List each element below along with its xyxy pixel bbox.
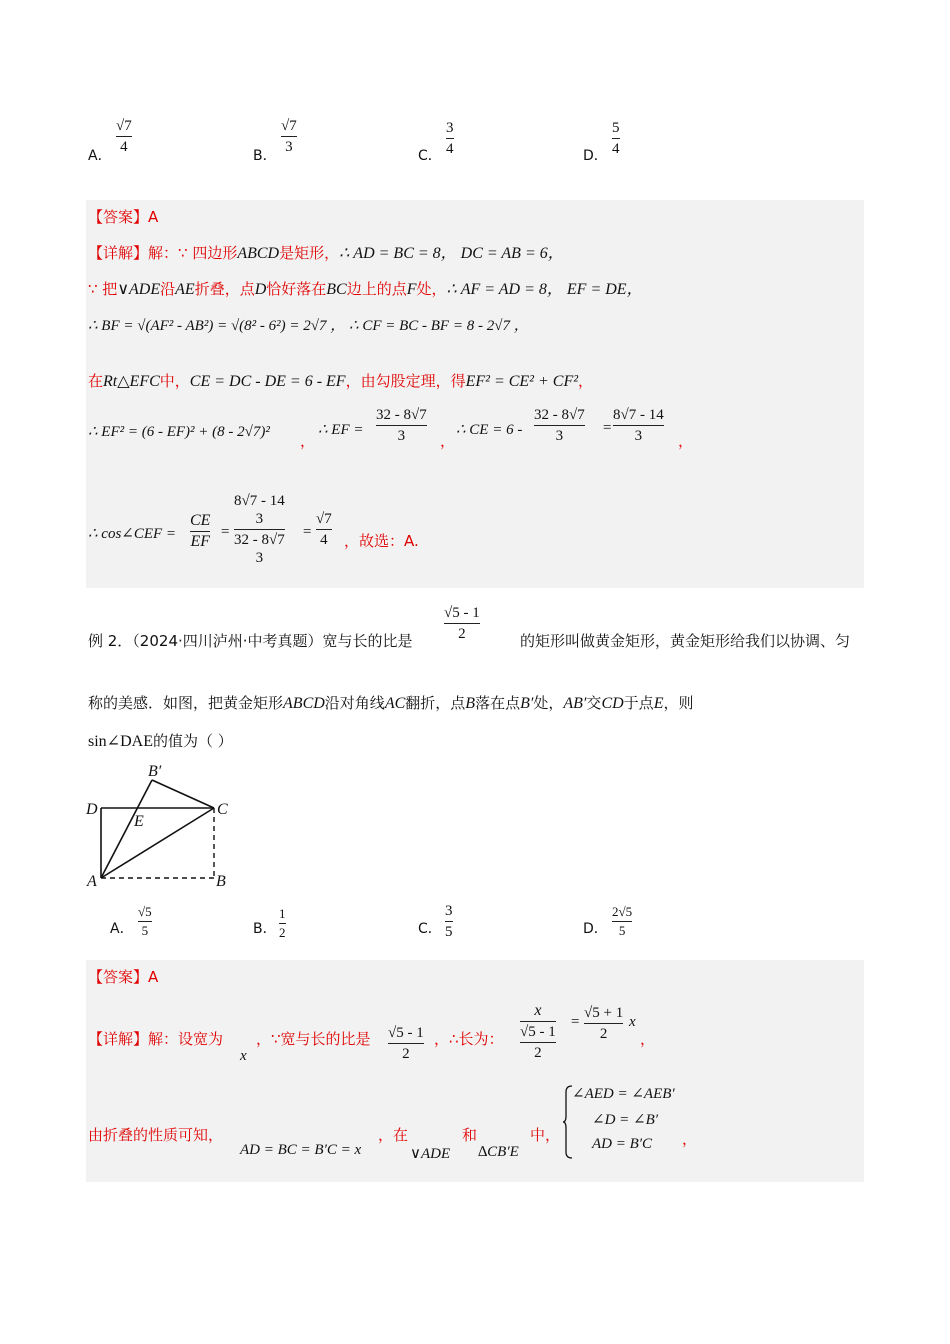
numerator: 8√7 - 14 xyxy=(613,407,664,423)
text: 在 xyxy=(88,372,104,390)
equals: = xyxy=(302,524,313,540)
q2-length-x: x xyxy=(629,1014,636,1030)
inner-denominator: 2 xyxy=(534,1045,542,1061)
text: 落在点 xyxy=(475,694,521,712)
q1-line-2 xyxy=(88,276,643,299)
q2-var-x: x xyxy=(240,1048,247,1064)
denominator: 4 xyxy=(320,532,328,548)
q1-option-b-label: B． xyxy=(253,148,277,164)
q1-answer-tag: 【答案】A xyxy=(88,208,159,226)
denominator: 5 xyxy=(445,924,453,940)
text: ，由勾股定理，得 xyxy=(345,372,466,390)
q1-option-c-label: C． xyxy=(418,148,442,164)
q1-option-a-label: A． xyxy=(88,148,112,164)
math: ∴ AD = BC = 8， DC = AB = 6， xyxy=(339,245,564,262)
denominator: 5 xyxy=(141,923,149,938)
equals: = xyxy=(602,420,613,436)
text: 处， xyxy=(416,280,447,298)
inner-denominator: 3 xyxy=(255,550,264,566)
q2-detail-line-1b: ，∵宽与长的比是 xyxy=(256,1030,371,1048)
detail-tag: 【详解】 xyxy=(88,244,149,262)
text: 解：∵ 四边形 xyxy=(148,244,238,262)
q1-ef-fraction xyxy=(376,406,427,445)
q2-detail-line-2e: 和 xyxy=(462,1126,478,1144)
q1-line-5-ef-squared: ∴ EF² = (6 - EF)² + (8 - 2√7)² xyxy=(88,424,270,440)
edge-b-prime-c xyxy=(152,780,214,808)
denominator: 4 xyxy=(120,139,128,155)
equals: = xyxy=(220,524,231,540)
q1-line-5-ce: ∴ CE = 6 - xyxy=(456,422,523,438)
diagonal-ac xyxy=(101,808,214,878)
numerator: 2√5 xyxy=(612,904,633,919)
denominator: 4 xyxy=(612,141,620,157)
denominator: 4 xyxy=(446,141,454,157)
q2-option-b-fraction xyxy=(279,906,286,941)
inner-numerator: √5 - 1 xyxy=(520,1024,556,1040)
q2-stem-line-2 xyxy=(88,692,693,713)
math: ∴ AF = AD = 8， EF = DE， xyxy=(446,281,643,298)
q2-detail-line-1c: ，∴长为： xyxy=(434,1030,504,1048)
detail-tag: 【详解】 xyxy=(88,1030,149,1048)
denominator: EF xyxy=(190,533,210,550)
q2-stem-line-1a: 例 2．（2024·四川泸州·中考真题）宽与长的比是 xyxy=(88,632,413,650)
label-b-prime: B′ xyxy=(148,763,162,780)
q2-detail-line-1a xyxy=(88,1028,223,1049)
math: D xyxy=(254,281,267,298)
math: EF² = CE² + CF² xyxy=(465,373,579,390)
q2-detail-ratio xyxy=(388,1024,424,1063)
text: 处， xyxy=(533,694,564,712)
numerator: 1 xyxy=(279,906,286,921)
numerator: √7 xyxy=(316,511,332,527)
q2-option-d-label: D． xyxy=(583,921,608,937)
q2-length-compound-fraction xyxy=(520,1002,556,1062)
numerator: √5 xyxy=(138,904,152,919)
q2-figure xyxy=(80,760,240,894)
q2-triangle-cbe: ∆CB′E xyxy=(478,1144,519,1160)
comma: ， xyxy=(300,432,316,450)
q1-option-d-fraction xyxy=(612,119,620,158)
math: CD xyxy=(601,695,624,712)
denominator: 2 xyxy=(458,626,466,642)
q2-detail-line-2b: AD = BC = B′C = x xyxy=(240,1142,362,1158)
label-b: B xyxy=(216,873,226,890)
numerator: √5 - 1 xyxy=(388,1025,424,1041)
equals: = xyxy=(570,1014,581,1030)
math: Rt△EFC xyxy=(103,373,160,390)
numerator: 5 xyxy=(612,120,620,136)
q2-system-eq-2: ∠D = ∠B′ xyxy=(592,1112,659,1128)
q1-line-3: ∴ BF = √(AF² - AB²) = √(8² - 6²) = 2√7 ， ∴ CF = BC - BF = 8 - 2√7 ， xyxy=(88,318,529,334)
text: ，则 xyxy=(663,694,694,712)
q2-length-result xyxy=(584,1004,623,1043)
text: 中， xyxy=(159,372,190,390)
q1-option-b-fraction xyxy=(281,117,297,156)
text: 是矩形， xyxy=(279,244,340,262)
numerator: 3 xyxy=(446,120,454,136)
edge-ab-prime xyxy=(101,780,152,878)
denominator: 3 xyxy=(285,139,293,155)
label-a: A xyxy=(87,873,97,890)
text: 的值为（ ） xyxy=(152,732,233,750)
comma: ， xyxy=(682,1130,698,1148)
q1-option-d-label: D． xyxy=(583,148,608,164)
numerator: 32 - 8√7 xyxy=(534,407,585,423)
text: 边上的点 xyxy=(346,280,407,298)
text: 沿 xyxy=(160,280,176,298)
q2-option-c-label: C． xyxy=(418,921,442,937)
q2-stem-line-3 xyxy=(88,730,233,751)
q2-detail-line-2c: ，在 xyxy=(378,1126,409,1144)
q1-conclusion: ，故选：A. xyxy=(344,532,419,550)
math: sin∠DAE xyxy=(88,733,153,750)
q2-option-c-fraction xyxy=(445,902,453,941)
math: ABCD xyxy=(237,245,280,262)
text: ∵ 把 xyxy=(88,280,118,298)
math: E xyxy=(653,695,664,712)
text: ， xyxy=(578,372,594,390)
q2-detail-line-2g: 中， xyxy=(530,1126,561,1144)
q2-option-a-label: A． xyxy=(110,921,134,937)
q1-option-c-fraction xyxy=(446,119,454,158)
text: 恰好落在 xyxy=(266,280,327,298)
q1-line-4 xyxy=(88,370,593,391)
text: 折叠，点 xyxy=(194,280,255,298)
q2-system-eq-3: AD = B′C xyxy=(592,1136,653,1152)
numerator: x xyxy=(534,1002,542,1019)
math: F xyxy=(406,281,417,298)
label-d: D xyxy=(86,801,98,818)
math: B xyxy=(465,695,476,712)
text: 交 xyxy=(586,694,602,712)
q1-ce-fraction-1 xyxy=(534,406,585,445)
q2-system-eq-1: ∠AED = ∠AEB′ xyxy=(572,1086,675,1102)
q2-stem-golden-ratio xyxy=(444,604,480,643)
q2-answer-box xyxy=(86,960,864,1182)
q2-option-b-label: B． xyxy=(253,921,277,937)
inner-numerator: 32 - 8√7 xyxy=(234,532,285,548)
label-c: C xyxy=(217,801,228,818)
math: AB′ xyxy=(563,695,587,712)
q2-option-d-fraction xyxy=(612,904,632,939)
math: AC xyxy=(384,695,406,712)
denominator: 3 xyxy=(397,428,406,444)
q1-line-5-ef: ∴ EF = xyxy=(318,422,364,438)
numerator: 32 - 8√7 xyxy=(376,407,427,423)
numerator: √7 xyxy=(281,118,297,134)
text: 解：设宽为 xyxy=(148,1030,224,1048)
q1-line-6-cos: ∴ cos∠CEF = xyxy=(88,526,177,542)
q1-ce-fraction-2 xyxy=(613,406,664,445)
q2-triangle-ade: ∨ADE xyxy=(410,1146,451,1162)
inner-denominator: 3 xyxy=(255,511,264,527)
inner-numerator: 8√7 - 14 xyxy=(234,493,285,509)
numerator: √5 - 1 xyxy=(444,605,480,621)
math: ∨ADE xyxy=(117,281,161,298)
q1-line-1 xyxy=(88,240,564,263)
numerator: 3 xyxy=(445,903,453,919)
numerator: √5 + 1 xyxy=(584,1005,624,1021)
denominator: 3 xyxy=(555,428,564,444)
text: 沿对角线 xyxy=(324,694,385,712)
q2-option-a-fraction xyxy=(138,904,152,939)
math: ABCD xyxy=(283,695,325,712)
text: 称的美感．如图，把黄金矩形 xyxy=(88,694,284,712)
math: BC xyxy=(326,281,347,298)
denominator: 2 xyxy=(599,1026,608,1042)
q1-option-a-fraction xyxy=(116,117,132,156)
label-e: E xyxy=(134,813,144,830)
denominator: 2 xyxy=(279,925,286,940)
math: B′ xyxy=(520,695,534,712)
denominator: 3 xyxy=(634,428,643,444)
q1-compound-fraction xyxy=(234,492,285,567)
q1-ce-ef-fraction xyxy=(190,512,210,551)
comma: ， xyxy=(440,432,456,450)
numerator: CE xyxy=(190,512,211,529)
comma: ， xyxy=(640,1030,656,1048)
q1-result-fraction xyxy=(316,510,332,549)
q2-stem-line-1b: 的矩形叫做黄金矩形，黄金矩形给我们以协调、匀 xyxy=(520,632,851,650)
text: 于点 xyxy=(623,694,654,712)
text: 翻折，点 xyxy=(405,694,466,712)
denominator: 2 xyxy=(402,1046,410,1062)
q2-detail-line-2a: 由折叠的性质可知， xyxy=(88,1126,224,1144)
math: AE xyxy=(175,281,195,298)
q2-answer-tag: 【答案】A xyxy=(88,968,159,986)
numerator: √7 xyxy=(116,118,132,134)
comma: ， xyxy=(678,432,694,450)
denominator: 5 xyxy=(618,923,626,938)
math: CE = DC - DE = 6 - EF xyxy=(189,373,346,390)
